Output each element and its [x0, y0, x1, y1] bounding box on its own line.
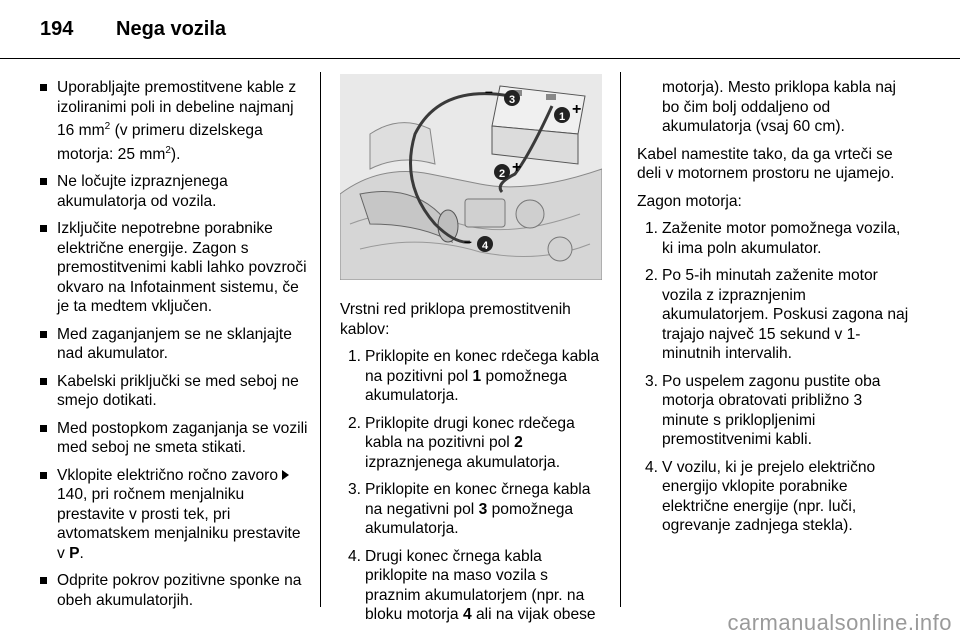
- step-number: 1.: [348, 348, 362, 365]
- precaution-item: [40, 325, 312, 364]
- bold-ref: 1: [472, 367, 482, 385]
- bullet-square-icon: [40, 378, 47, 385]
- column-3: [637, 78, 909, 544]
- cable-routing-note: Kabel namestite tako, da ga vrteči se deli v motornem prostoru ne ujamejo.: [637, 145, 895, 182]
- column-1: [40, 78, 312, 618]
- text-run: Med zaganjanjem se ne sklanjajte nad akumulator.: [57, 325, 292, 363]
- svg-text:2: 2: [498, 168, 506, 180]
- text-run: Po 5-ih minutah zaženite motor vozila z izpraznjenim akumulatorjem. Poskusi zagona naj trajajo največ 15 sekund v 1-minutnih intervalih.: [662, 267, 909, 362]
- text-run: Ne ločujte izpraznjenega akumulatorja od vozila.: [57, 173, 228, 210]
- bullet-square-icon: [40, 178, 47, 185]
- step-number: 4.: [348, 547, 362, 565]
- page-header: [40, 18, 226, 48]
- text-run: Vklopite električno ročno zavoro: [57, 466, 283, 484]
- engine-start-steps: [637, 219, 909, 536]
- bold-ref: 2: [514, 434, 523, 451]
- svg-text:4: 4: [481, 240, 489, 252]
- bullet-square-icon: [40, 225, 47, 232]
- step-item: [340, 347, 606, 406]
- bullet-square-icon: [40, 331, 47, 338]
- bullet-square-icon: [40, 577, 47, 584]
- connection-steps: [340, 347, 606, 625]
- step-4-continuation: motorja). Mesto priklopa kabla naj bo čim bolj oddaljeno od akumulatorja (vsaj 60 cm).: [662, 79, 897, 135]
- text-run: Priklopite drugi konec rdečega kabla na pozitivni pol: [365, 414, 575, 451]
- text-run: V vozilu, ki je prejelo električno energijo vklopite porabnike električne energije (npr. luči, ogrevanje zadnjega stekla).: [662, 458, 876, 534]
- precaution-item: [40, 571, 312, 610]
- text-run: Uporabljajte premostitvene kable z izoliranimi poli in debeline najmanj 16 mm: [57, 79, 297, 140]
- step-number: 2.: [645, 267, 659, 284]
- connection-order-intro: Vrstni red priklopa premostitvenih kablov:: [340, 301, 571, 338]
- bold-ref: P: [69, 544, 80, 562]
- precaution-item: [40, 372, 312, 411]
- step-number: 2.: [348, 414, 362, 432]
- step-item: [637, 372, 909, 450]
- column-divider-2: [620, 72, 621, 607]
- bold-ref: 4: [462, 606, 472, 623]
- engine-start-heading: Zagon motorja:: [637, 192, 742, 210]
- precaution-item: [40, 419, 312, 458]
- page-number: 194: [40, 18, 74, 40]
- engine-bay-figure: [340, 74, 602, 280]
- bold-ref: 3: [478, 500, 488, 518]
- page-ref-arrow-icon[interactable]: [282, 470, 289, 480]
- text-run: Odprite pokrov pozitivne sponke na obeh akumulatorjih.: [57, 572, 302, 609]
- precaution-item: [40, 219, 312, 317]
- precaution-item: [40, 78, 312, 164]
- step-number: 3.: [348, 481, 362, 498]
- svg-text:1: 1: [558, 111, 566, 123]
- step-number: 3.: [645, 372, 659, 390]
- text-run: Izključite nepotrebne porabnike električne energije. Zagon s premostitvenimi kabli lahko povzroči okvaro na Infotainment sistemu, če je ta medtem vključen.: [57, 220, 307, 316]
- svg-text:+: +: [512, 159, 522, 176]
- watermark: carmanualsonline.info: [727, 610, 952, 635]
- text-run: pomožnega akumulatorja.: [365, 367, 568, 404]
- text-run: izpraznjenega akumulatorja.: [365, 453, 561, 471]
- bullet-square-icon: [40, 472, 47, 479]
- text-run: ).: [170, 145, 181, 163]
- text-run: pomožnega akumulatorja.: [365, 500, 574, 537]
- column-2: [340, 300, 606, 633]
- text-run: Kabelski priključki se med seboj ne smejo dotikati.: [57, 372, 299, 410]
- text-run: ali na vijak obese: [471, 606, 596, 623]
- bullet-square-icon: [40, 425, 47, 432]
- step-item: [340, 414, 606, 473]
- text-run: 140, pri ročnem menjalniku prestavite v prosti tek, pri avtomatskem menjalniku prestavite v: [57, 486, 301, 562]
- step-item: [637, 458, 909, 536]
- step-number: 4.: [645, 458, 659, 476]
- text-run: Zaženite motor pomožnega vozila, ki ima poln akumulator.: [662, 220, 901, 257]
- text-run: Drugi konec črnega kabla priklopite na maso vozila s praznim akumulatorjem (npr. na bloku motorja: [365, 547, 585, 623]
- precaution-list: [40, 78, 312, 610]
- bullet-square-icon: [40, 84, 47, 91]
- text-run: Priklopite en konec črnega kabla na negativni pol: [365, 481, 591, 518]
- precaution-item: [40, 466, 312, 564]
- text-run: (v primeru dizelskega motorja: 25 mm: [57, 122, 263, 163]
- svg-text:–: –: [485, 83, 493, 99]
- step-item: [637, 219, 909, 258]
- step-number: 1.: [645, 220, 659, 237]
- text-run: Med postopkom zaganjanja se vozili med seboj ne smeta stikati.: [57, 419, 308, 457]
- svg-text:3: 3: [508, 94, 516, 106]
- superscript: 2: [165, 144, 171, 156]
- svg-text:+: +: [572, 101, 582, 118]
- step-item: [340, 480, 606, 539]
- jump-start-illustration: [340, 74, 602, 280]
- text-run: Priklopite en konec rdečega kabla na pozitivni pol: [365, 348, 600, 385]
- superscript: 2: [104, 121, 111, 132]
- header-divider: [0, 58, 960, 59]
- text-run: .: [79, 544, 84, 562]
- text-run: Po uspelem zagonu pustite oba motorja obratovati približno 3 minute s priklopljenimi premostitvenimi kabli.: [662, 372, 881, 448]
- column-divider-1: [320, 72, 321, 607]
- page-title: Nega vozila: [116, 18, 227, 40]
- step-item: [637, 266, 909, 364]
- step-item: [340, 547, 606, 625]
- precaution-item: [40, 172, 312, 211]
- svg-text:–: –: [464, 233, 472, 249]
